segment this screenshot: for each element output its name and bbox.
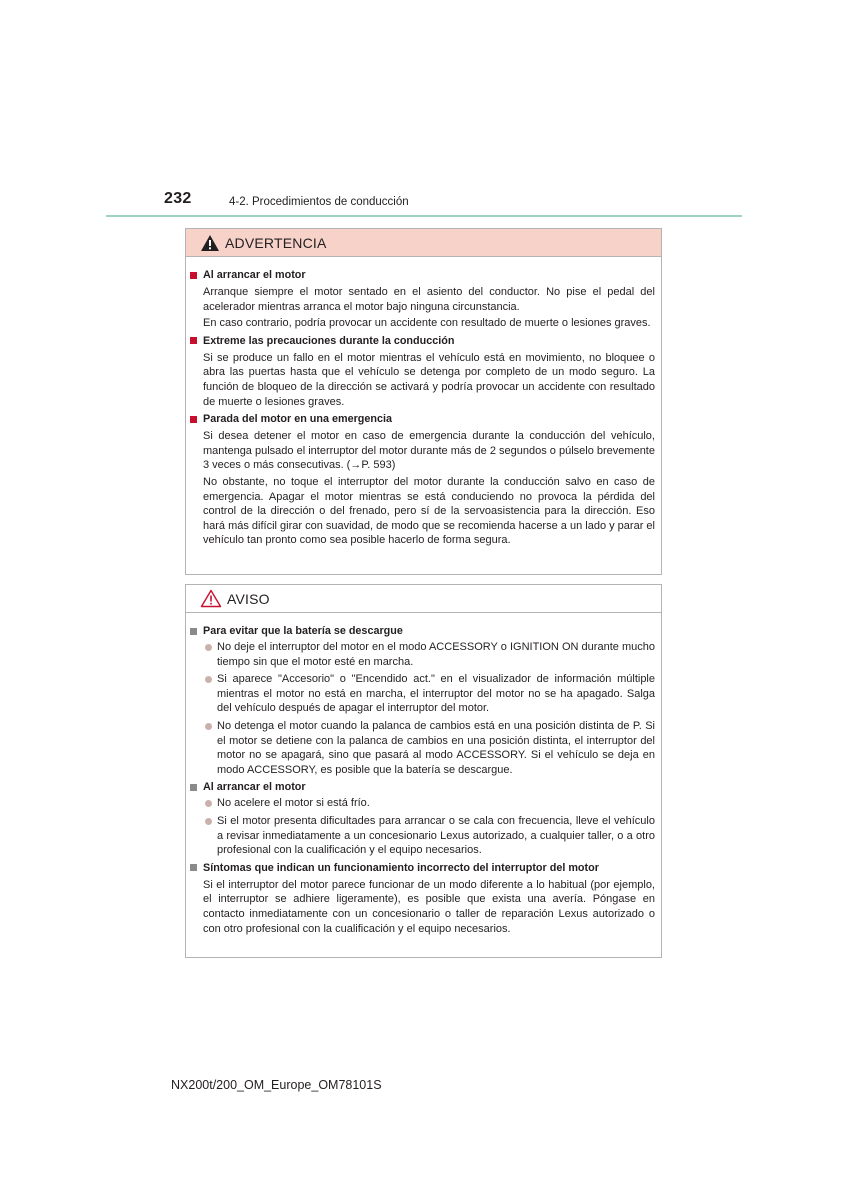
paragraph: Si desea detener el motor en caso de emergencia durante la conducción del vehículo, mantenga pulsado el interruptor del motor durante más de 2 segundos o púlselo brevemente 3 veces o más consecutivas. (→P. 593) xyxy=(203,430,655,472)
bullet-dot-icon xyxy=(205,676,212,683)
bullet-text: Si el motor presenta dificultades para arrancar o se cala con frecuencia, lleve el vehículo a revisar inmediatamente a un concesionario Lexus autorizado, a cualquier taller, o a otro profesional con la cualificación y el equipo necesarios. xyxy=(217,814,655,857)
bullet-dot-icon xyxy=(205,800,212,807)
topic-heading-text: Síntomas que indican un funcionamiento incorrecto del interruptor del motor xyxy=(203,861,599,874)
paragraph: Si el interruptor del motor parece funcionar de un modo diferente a lo habitual (por ejemplo, el interruptor se adhiere ligeramente), es posible que exista una avería. Póngase en contacto inmediatamente con un concesionario o taller de reparación Lexus autorizado o con otro profesional con la cualificación y el equipo necesarios. xyxy=(203,878,655,935)
paragraph: Si se produce un fallo en el motor mientras el vehículo está en movimiento, no bloquee o abra las puertas hasta que el vehículo se detenga por completo de un modo seguro. La función de bloqueo de la dirección se activará y podría provocar un accidente con resultado de muerte o lesiones graves. xyxy=(203,351,655,408)
bullet-text: No detenga el motor cuando la palanca de cambios está en una posición distinta de P. Si el motor se detiene con la palanca de cambios en una posición distinta, el interruptor del motor no se apagará, sino que pasará al modo ACCESSORY. Si el vehículo se deja en modo ACCESSORY, es posible que la batería se descargue. xyxy=(217,719,655,776)
square-marker-icon xyxy=(190,864,197,871)
topic-heading-text: Para evitar que la batería se descargue xyxy=(203,625,403,637)
topic-heading xyxy=(190,334,655,348)
warning-body xyxy=(186,257,661,548)
section-title: 4-2. Procedimientos de conducción xyxy=(229,196,409,208)
page-number: 232 xyxy=(164,190,192,207)
notice-box xyxy=(185,584,662,958)
bullet-text: No acelere el motor si está frío. xyxy=(217,797,370,810)
bullet-text: No deje el interruptor del motor en el modo ACCESSORY o IGNITION ON durante mucho tiempo sin que el motor esté en marcha. xyxy=(217,641,655,668)
bullet-item xyxy=(203,814,655,858)
bullet-item xyxy=(203,640,655,669)
topic-heading-text: Extreme las precauciones durante la conducción xyxy=(203,334,455,347)
footer-document-code: NX200t/200_OM_Europe_OM78101S xyxy=(171,1078,382,1092)
paragraph: Arranque siempre el motor sentado en el asiento del conductor. No pise el pedal del acelerador mientras arranca el motor bajo ninguna circunstancia. xyxy=(203,286,655,313)
paragraph: En caso contrario, podría provocar un accidente con resultado de muerte o lesiones graves. xyxy=(203,317,651,330)
topic-heading-text: Al arrancar el motor xyxy=(203,269,306,281)
caution-triangle-icon xyxy=(200,589,222,608)
warning-triangle-icon xyxy=(200,234,220,252)
notice-body xyxy=(186,613,661,936)
bullet-dot-icon xyxy=(205,644,212,651)
topic-heading xyxy=(190,861,655,875)
warning-box-header xyxy=(186,229,661,257)
warning-box xyxy=(185,228,662,575)
square-marker-icon xyxy=(190,628,197,635)
warning-title: ADVERTENCIA xyxy=(225,234,327,251)
square-marker-icon xyxy=(190,784,197,791)
bullet-dot-icon xyxy=(205,818,212,825)
bullet-text: Si aparece "Accesorio" o "Encendido act." en el visualizador de información múltiple mientras el motor no está en marcha, el interruptor del motor no se ha apagado. Salga del vehículo después de apagar el interruptor del motor. xyxy=(217,673,655,715)
square-marker-icon xyxy=(190,272,197,279)
notice-box-header xyxy=(186,585,661,613)
topic-heading-text: Parada del motor en una emergencia xyxy=(203,413,393,426)
bullet-dot-icon xyxy=(205,723,212,730)
topic-heading xyxy=(190,268,655,282)
paragraph: No obstante, no toque el interruptor del motor durante la conducción salvo en caso de emergencia. Apagar el motor mientras se está conduciendo no provoca la pérdida del control de la dirección o del frenado, pero sí de la servoasistencia para la dirección. Eso hará más difícil girar con suavidad, de modo que se recomienda hacerse a un lado y parar el vehículo tan pronto como sea posible hacerlo de forma segura. xyxy=(203,475,655,547)
bullet-item xyxy=(203,796,655,811)
topic-heading-text: Al arrancar el motor xyxy=(203,781,306,794)
notice-title: AVISO xyxy=(227,590,270,607)
topic-heading xyxy=(190,412,655,426)
topic-heading xyxy=(190,780,655,794)
bullet-item xyxy=(203,719,655,777)
header-rule xyxy=(106,215,742,217)
topic-heading xyxy=(190,624,655,638)
square-marker-icon xyxy=(190,416,197,423)
square-marker-icon xyxy=(190,337,197,344)
bullet-item xyxy=(203,672,655,716)
